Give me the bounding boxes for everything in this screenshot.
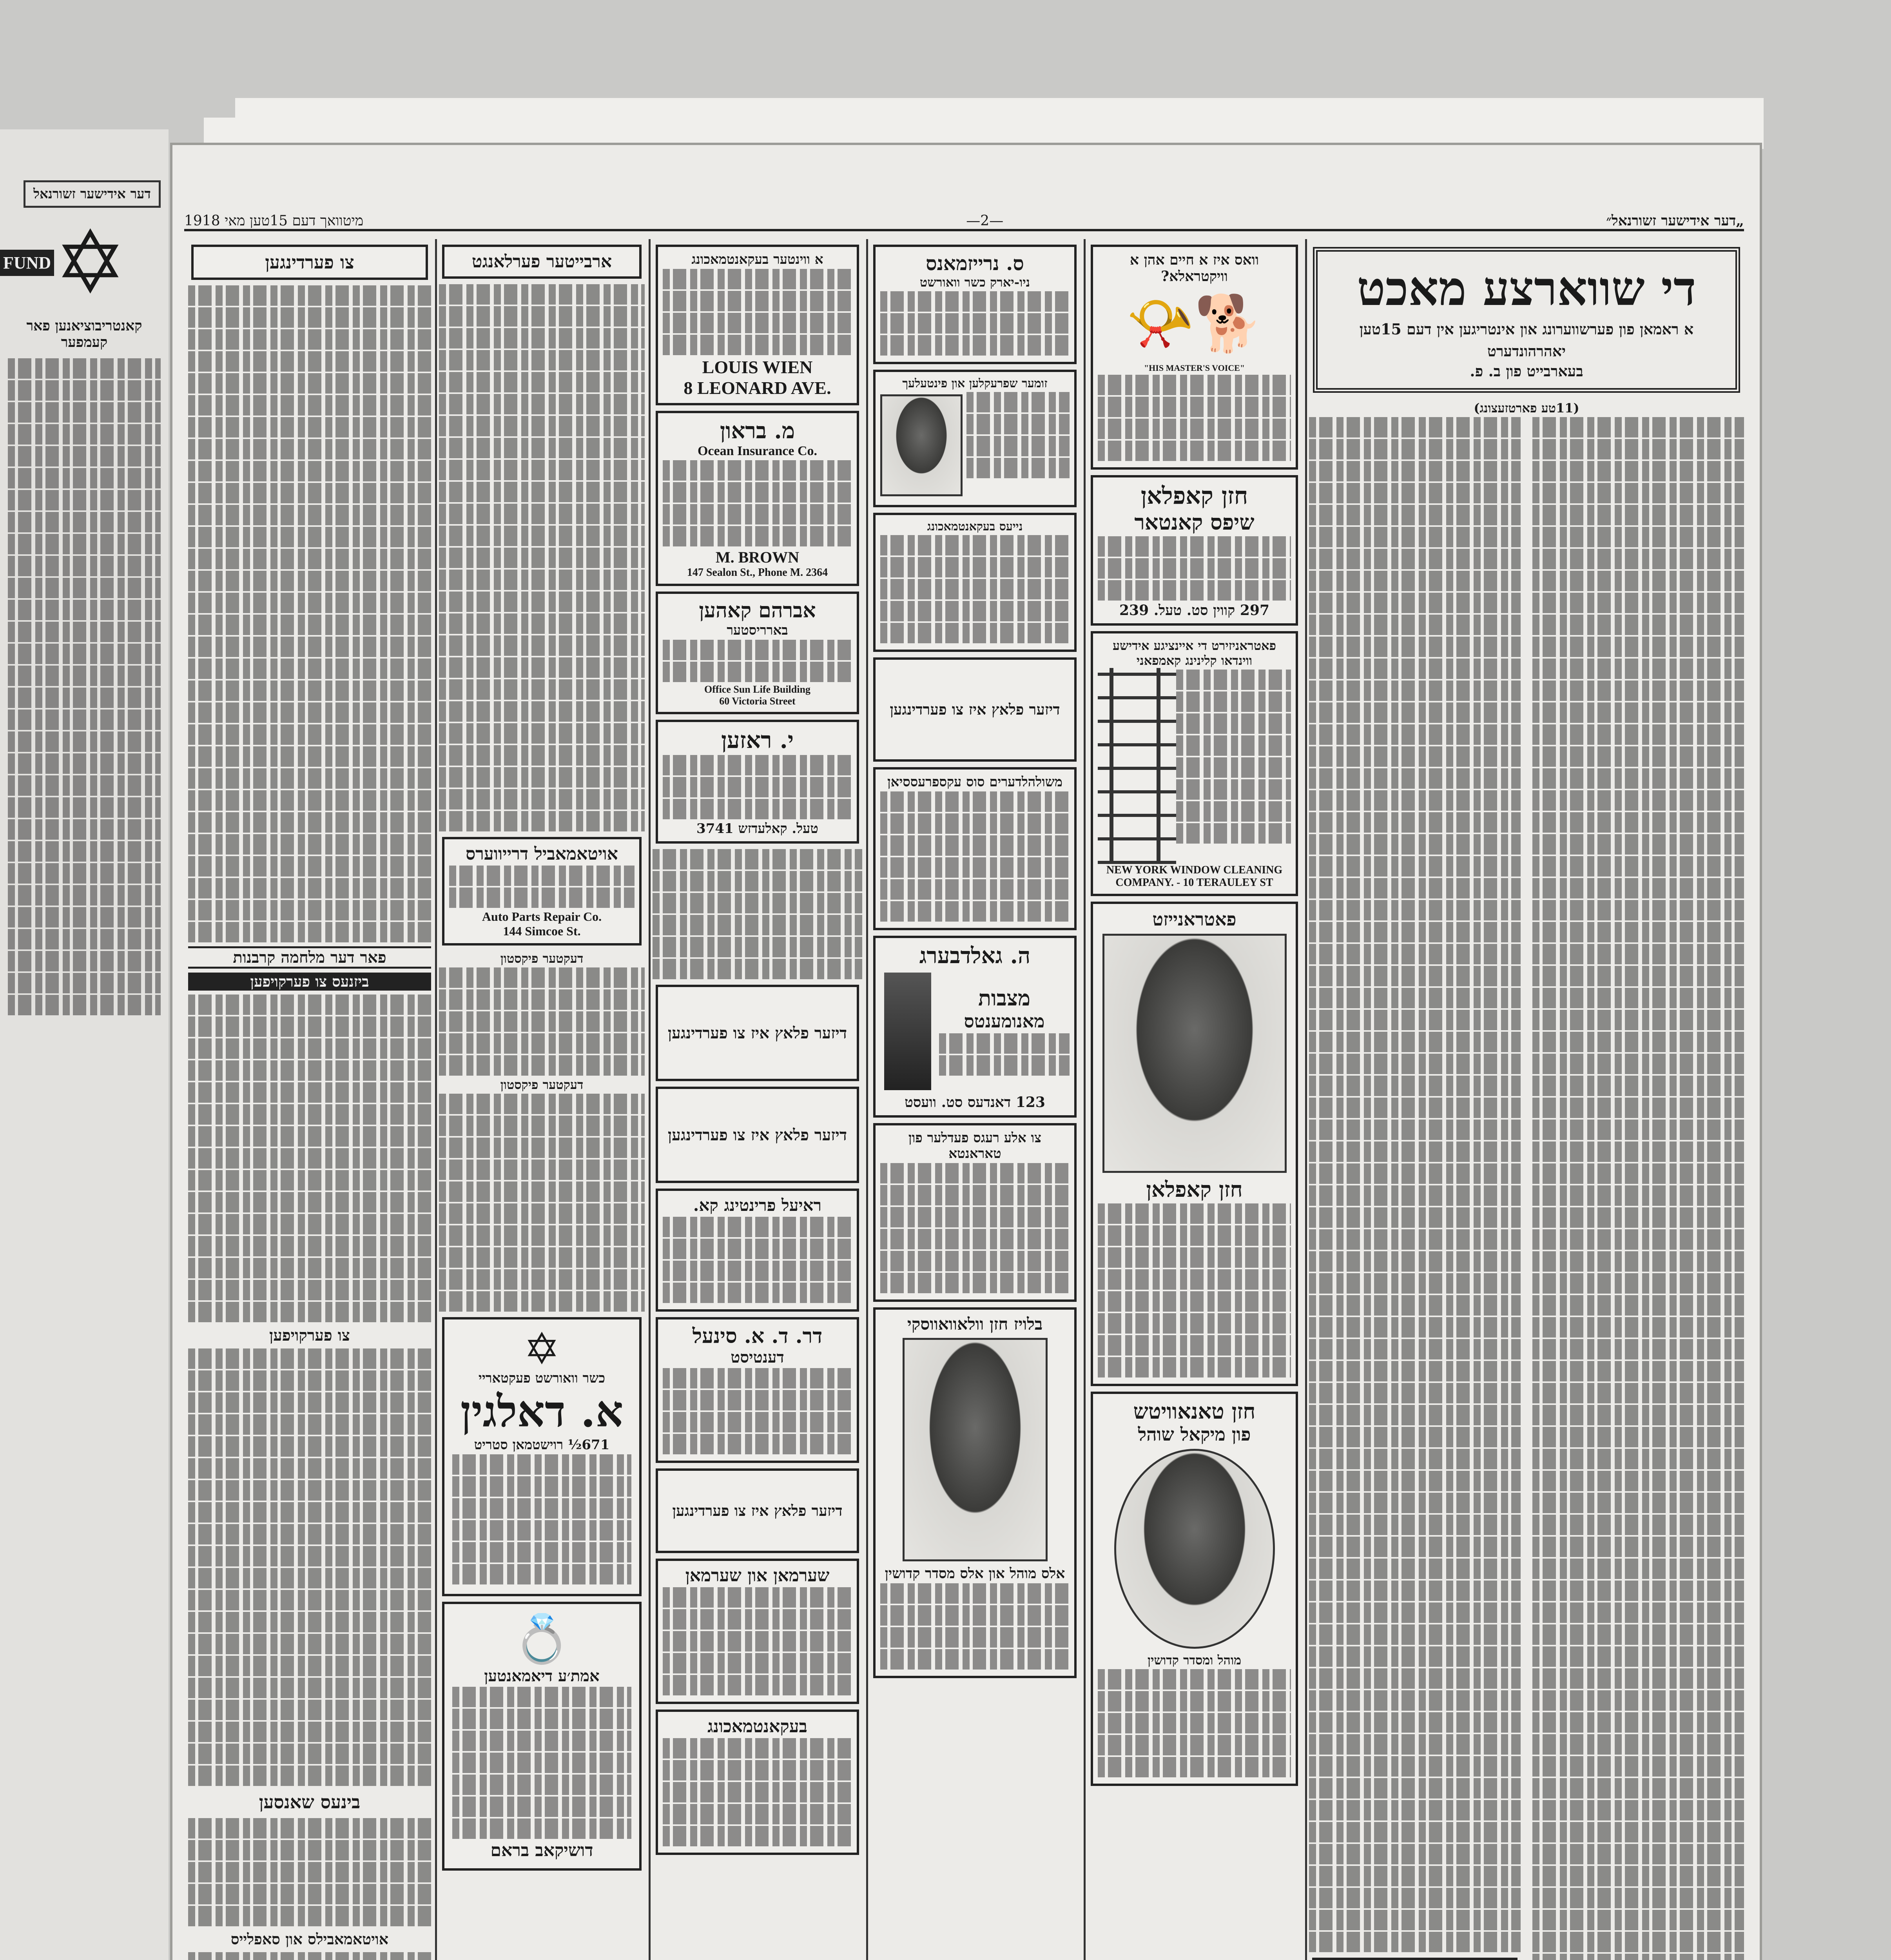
- serial-title: די שווארצע מאכט: [1357, 261, 1696, 316]
- serial-title-box: [1313, 247, 1740, 393]
- ad-tanowitz-name: חזן טאנאוויטש: [1133, 1399, 1256, 1424]
- running-header: [184, 212, 1744, 231]
- classified-listings-block-4: [188, 1818, 431, 1926]
- ad-rag-peddlers: [873, 1123, 1077, 1302]
- ad-announcement-title: בעקאנטמאכונג: [707, 1717, 807, 1737]
- diamond-ring-icon: 💍: [512, 1612, 571, 1666]
- ad-dentist-title: דענטיסט: [731, 1348, 784, 1367]
- ad-brown-address: 147 Sealon St., Phone M. 2364: [687, 566, 828, 579]
- ad-wolavowski-caption: אלס מוהל און אלס מסדר קדושין: [885, 1565, 1065, 1582]
- section-heading-automobiles: אויטאמאבילס און סאפלייס: [230, 1930, 389, 1948]
- ad-auto-drivers-company: Auto Parts Repair Co.: [482, 909, 602, 924]
- ad-announcement: [656, 1710, 859, 1855]
- ad-sherman-name: שערמאן און שערמאן: [685, 1566, 830, 1586]
- ad-space-for-rent-3: דיזער פלאץ איז צו פערדינגען: [656, 1468, 859, 1553]
- ad-greisman-sub: ניו-יארק כשר וואורשט: [919, 275, 1030, 290]
- section-heading-for-sale: צו פערקויפען: [269, 1326, 350, 1345]
- ad-express: [873, 767, 1077, 930]
- cantor-kaplan-portrait-image: [1102, 934, 1287, 1173]
- ad-greisman-sausage: [873, 245, 1077, 364]
- adjacent-text-body: [8, 357, 161, 1017]
- ad-dentist-sinel: [656, 1317, 859, 1463]
- column-ads-3: [653, 239, 862, 1960]
- adjacent-page-strip: [0, 129, 169, 1960]
- header-page-number: —2—: [966, 213, 1004, 229]
- window-cleaner-ladder-image: [1098, 668, 1176, 864]
- ad-window-cleaning-title: פאטראניזירט די איינציגע אידישע ווינדאו קלינינג קאמפאני: [1113, 638, 1276, 668]
- ad-kaplan-name: חזן קאפלאן: [1140, 482, 1248, 510]
- classified-listings-block-2: [188, 995, 431, 1322]
- ad-patronize-kaplan: [1091, 902, 1298, 1386]
- ad-cantor-wolavowski: [873, 1307, 1077, 1678]
- ad-victrola-title: וואס איז א חיים אהן א וויקטראלא?: [1130, 252, 1259, 285]
- ad-space-for-rent-4: דיזער פלאץ איז צו פערדינגען: [873, 657, 1077, 762]
- ad-goldberg-monuments-word: מאנומענטס: [964, 1011, 1045, 1032]
- ad-victrola-hmv: "HIS MASTER'S VOICE": [1144, 363, 1245, 373]
- ad-goldberg-address: 123 דאנדעס סט. וועסט: [905, 1094, 1045, 1111]
- column-ads-5: [1088, 239, 1301, 1960]
- ad-kaplan-title: שיפס קאנטאר: [1134, 510, 1255, 535]
- ad-tanowitz-sub: פון מיקאל שוהל: [1138, 1424, 1251, 1445]
- ad-brown-insurance: [656, 411, 859, 586]
- ad-brown-name-en: M. BROWN: [715, 548, 800, 566]
- ad-goldberg-name: ה. גאלדבערג: [919, 943, 1031, 969]
- section-heading-help-wanted: ארבייטער פערלאנגט: [442, 245, 642, 279]
- ad-cantor-tanowitz: [1091, 1392, 1298, 1786]
- ad-rosen: [656, 720, 859, 844]
- ad-freckles-title: זומער שפרעקלען און פינטעלעך: [902, 377, 1048, 390]
- ad-cohen-street: 60 Victoria Street: [719, 695, 796, 707]
- section-heading-business-for-sale: ביזנעס צו פערקויפען: [188, 973, 431, 991]
- ad-cohen-title: בארריסטער: [727, 622, 788, 638]
- ad-victrola: [1091, 245, 1298, 470]
- ad-goldberg-matzevot: מצבות: [978, 985, 1031, 1011]
- star-of-david-icon: ✡: [54, 212, 127, 313]
- serial-body: [1309, 416, 1744, 1960]
- ad-patronize-caption: חזן קאפלאן: [1146, 1177, 1243, 1202]
- woman-portrait-image: [880, 394, 963, 496]
- section-heading-business-chances: בינעס שאנסען: [259, 1791, 361, 1813]
- ad-space-for-rent-1: דיזער פלאץ איז צו פערדינגען: [656, 985, 859, 1081]
- help-wanted-listings: [439, 284, 645, 831]
- ad-rosen-phone: טעל. קאלעדזש 3741: [696, 821, 818, 837]
- ad-diamonds-title: אמת׳ע דיאמאנטען: [484, 1667, 600, 1685]
- classified-listings-block-3: [188, 1348, 431, 1786]
- header-paper-name: „דער אידישער זשורנאל״: [1606, 212, 1744, 229]
- page-edge-2: [204, 118, 1764, 149]
- ad-dalgin-star-icon: ✡: [524, 1324, 560, 1374]
- ad-louis-wien: [656, 245, 859, 405]
- ad-brown-name: מ. בראון: [720, 418, 795, 444]
- subheading-fixtures-2: דעקטער פיקסטון: [500, 1077, 584, 1092]
- monument-image: [884, 973, 931, 1090]
- ad-wolavowski-title: בלויז חזן וולאוואווסקי: [907, 1314, 1043, 1334]
- ad-auto-drivers-address: 144 Simcoe St.: [503, 924, 581, 938]
- ad-cantor-kaplan: [1091, 475, 1298, 626]
- classified-listings-block-1: [188, 285, 431, 942]
- section-heading-for-rent: צו פערדינגען: [191, 245, 428, 280]
- ad-louis-wien-name: LOUIS WIEN: [702, 357, 813, 377]
- column-classifieds-1: [188, 239, 431, 1960]
- ad-louis-wien-heading: א ווינטער בעקאנטמאכונג: [691, 252, 823, 267]
- ad-diamonds: [442, 1602, 642, 1871]
- ad-sherman: [656, 1559, 859, 1704]
- ad-dalgin-address: 671½ רוישטמאן סטריט: [474, 1437, 610, 1453]
- ad-space-for-rent-2: דיזער פלאץ איז צו פערדינגען: [656, 1087, 859, 1183]
- man-top-hat-portrait-image: [903, 1338, 1048, 1561]
- serial-episode: (11טע פארטזעצונג): [1474, 401, 1579, 416]
- subheading-fixtures-1: דעקטער פיקסטון: [500, 951, 584, 966]
- adjacent-subheading: קאנטריבוציאנען פאר קעמפער: [26, 318, 142, 350]
- ad-brown-company: Ocean Insurance Co.: [697, 444, 818, 458]
- ad-rag-peddlers-title: צו אלע רעגס פעדלער פון טאראנטא: [908, 1130, 1042, 1161]
- ad-kaplan-address: 297 קווין סט. טעל. 239: [1119, 602, 1269, 619]
- fund-label: FUND: [0, 250, 54, 276]
- section-heading-war-victims: פאר דער מלחמה קרבנות: [188, 946, 431, 969]
- ad-auto-drivers-title: אויטאמאביל דרייווערס: [466, 844, 618, 864]
- header-date: 1918 מיטוואך דעם 15טען מאי: [184, 213, 364, 229]
- ad-diamonds-name: דושיקאב בראם: [490, 1840, 593, 1860]
- ad-cohen-name: אברהם קאהען: [699, 599, 816, 622]
- ad-goldberg-monuments: [873, 936, 1077, 1118]
- cantor-tanowitz-portrait-image: [1114, 1449, 1275, 1649]
- ad-abraham-cohen: [656, 592, 859, 714]
- column-classifieds-2: [439, 239, 645, 1960]
- ad-auto-drivers: [442, 837, 642, 946]
- ad-tanowitz-caption: מוהל ומסדר קדושין: [1147, 1653, 1242, 1668]
- ad-window-cleaning-english: NEW YORK WINDOW CLEANING COMPANY. - 10 TERAULEY ST: [1106, 864, 1283, 889]
- ad-dalgin-sausage: [442, 1317, 642, 1596]
- classified-listings-block-5: [188, 1952, 431, 1960]
- ad-dentist-name: דר. ד. א. סינעל: [692, 1324, 823, 1348]
- adjacent-masthead: דער אידישער זשורנאל: [24, 180, 161, 208]
- ad-greisman-name: ס. נרייזמאנס: [926, 252, 1024, 275]
- ad-patronize-title: פאטראנייזט: [1152, 909, 1236, 930]
- ad-rosen-name: י. ראזען: [721, 727, 794, 753]
- column-ads-4: [870, 239, 1080, 1960]
- ad-santal-midy: [1312, 1958, 1518, 1960]
- gramophone-dog-image: 📯🐕: [1126, 292, 1263, 356]
- ad-window-cleaning: [1091, 631, 1298, 896]
- ad-news-title: נייעס בעקאנטמאכונג: [927, 520, 1023, 534]
- ad-louis-wien-address: 8 LEONARD AVE.: [684, 378, 831, 398]
- column-serial-story: [1309, 239, 1744, 1960]
- ad-express-title: משולהלדערים סוס עקספרעססיאן: [887, 774, 1063, 790]
- ad-dalgin-name: א. דאלגין: [460, 1386, 624, 1437]
- fund-banner: [0, 212, 165, 313]
- ad-dalgin-top: כשר וואורשט פעקטאריי: [478, 1370, 606, 1386]
- ad-cohen-office: Office Sun Life Building: [704, 684, 810, 695]
- ad-royal-printing: [656, 1189, 859, 1312]
- ad-news: [873, 513, 1077, 652]
- ad-royal-printing-name: ראיעל פרינטינג קא.: [693, 1196, 822, 1215]
- serial-subtitle: א ראמאן פון פערשווערונג און אינטריגען אין דעם 15טען יאהרהונדערט: [1359, 320, 1694, 360]
- serial-byline: בעארבייט פון ב. פ.: [1470, 362, 1583, 380]
- ad-freckles: [873, 370, 1077, 507]
